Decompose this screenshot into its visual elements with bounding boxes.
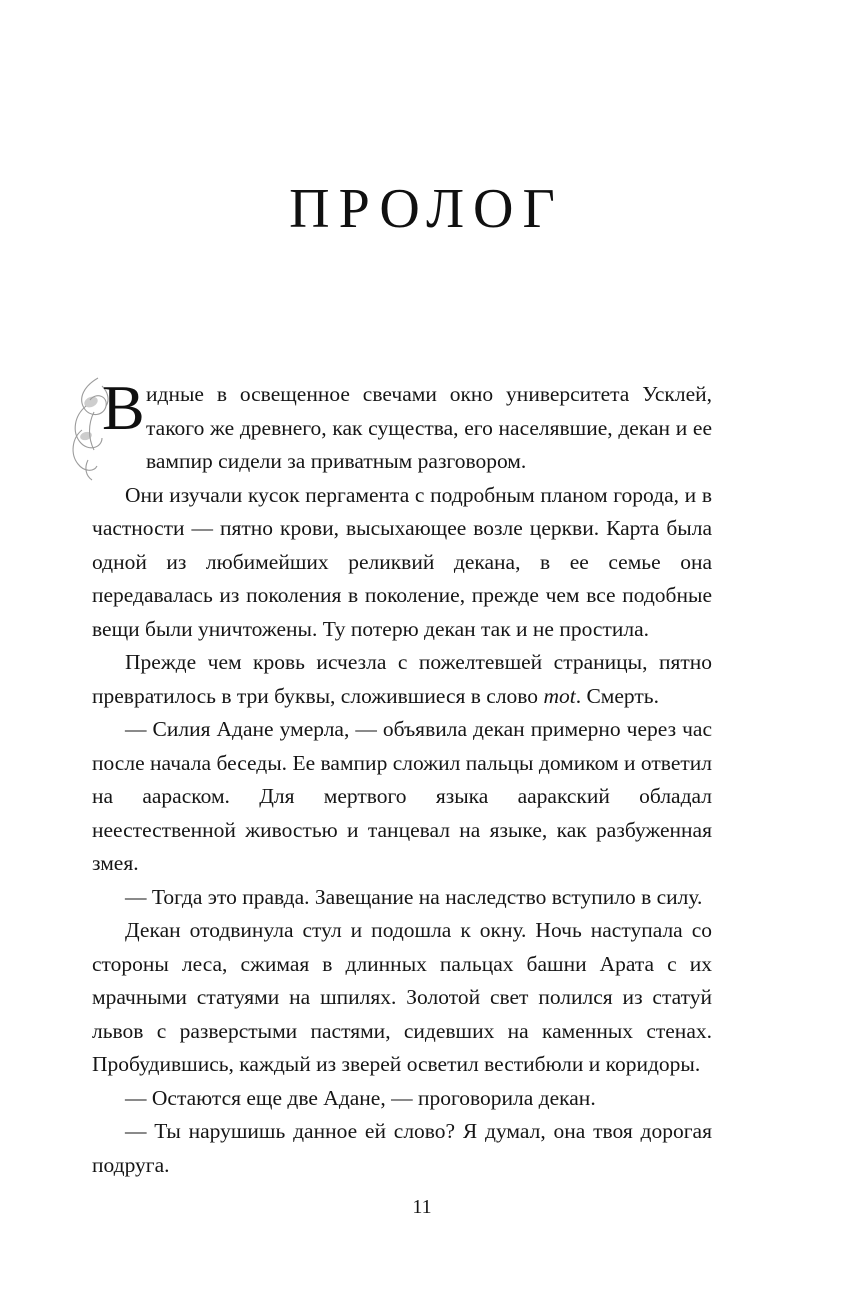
paragraph-3-text-before: Прежде чем кровь исчезла с пожелтевшей страницы, пятно превратилось в три буквы, сложившиеся в слово: [92, 650, 712, 708]
paragraph-5: — Тогда это правда. Завещание на наследство вступило в силу.: [125, 884, 703, 909]
paragraph-6: Декан отодвинула стул и подошла к окну. Ночь наступала со стороны леса, сжимая в длинных пальцах башни Арата с их мрачными статуями на шпилях. Золотой свет полился из статуй львов с разверстыми пастями, сидевших на каменных стенах. Пробудившись, каждый из зверей осветил вестибюли и коридоры.: [92, 918, 712, 1076]
paragraph-3: [92, 646, 712, 713]
drop-cap-letter: В: [102, 372, 145, 443]
paragraph-3-text-after: . Смерть.: [575, 683, 659, 708]
page-title: ПРОЛОГ: [289, 177, 564, 240]
dropcap-group: [92, 372, 145, 446]
paragraph-4: — Силия Адане умерла, — объявила декан примерно через час после начала беседы. Ее вампир сложил пальцы домиком и ответил на аараском. Для мертвого языка ааракский обладал неестественной живостью и танцевал на языке, как разбуженная змея.: [92, 717, 712, 875]
italic-word: mot: [543, 683, 576, 708]
paragraph-8: — Ты нарушишь данное ей слово? Я думал, она твоя дорогая подруга.: [92, 1119, 712, 1177]
page-number: 11: [412, 1196, 432, 1218]
paragraph-1: [92, 372, 712, 479]
body-text-block: [92, 372, 712, 1182]
paragraph-7: — Остаются еще две Адане, — проговорила декан.: [125, 1085, 596, 1110]
paragraph-1-text: идные в освещенное свечами окно университета Усклей, такого же древнего, как существа, его населявшие, декан и ее вампир сидели за приватным разговором.: [146, 382, 712, 473]
paragraph-2: Они изучали кусок пергамента с подробным планом города, и в частности — пятно крови, высыхающее возле церкви. Карта была одной из любимейших реликвий декана, в ее семье она передавалась из поколения в поколение, прежде чем все подобные вещи были уничтожены. Ту потерю декан так и не простила.: [92, 482, 712, 641]
